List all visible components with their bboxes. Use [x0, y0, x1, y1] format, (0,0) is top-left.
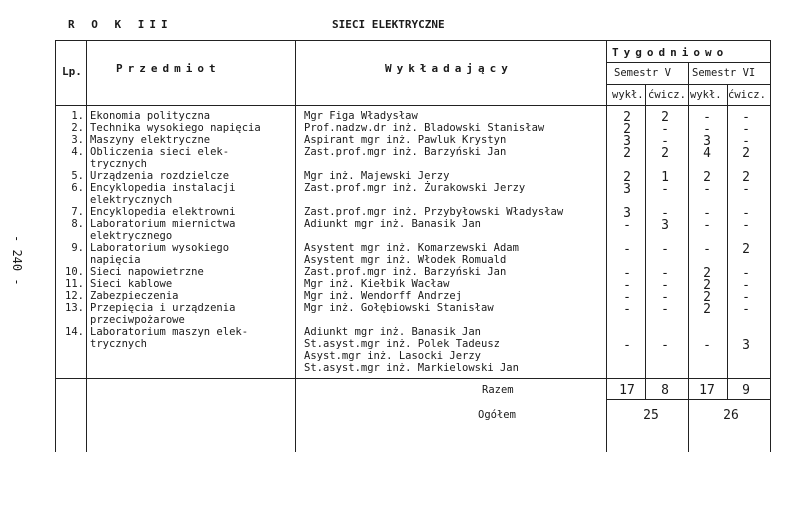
subject-name: elektrycznych: [90, 194, 173, 206]
column-header-weekly: Tygodniowo: [612, 46, 729, 59]
value-v-lect: -: [623, 338, 631, 353]
overall-vi: 26: [723, 408, 739, 423]
subject-name: Zabezpieczenia: [90, 290, 179, 302]
value-v-exer: -: [661, 206, 669, 221]
value-v-lect: 2: [623, 170, 631, 185]
value-vi-exer: 3: [742, 338, 750, 353]
value-v-exer: -: [661, 134, 669, 149]
value-v-exer: -: [661, 302, 669, 317]
lecturer-name: Mgr Figa Władysław: [304, 110, 418, 122]
value-v-lect: -: [623, 266, 631, 281]
lecturer-name: St.asyst.mgr inż. Polek Tadeusz: [304, 338, 500, 350]
value-v-lect: 3: [623, 206, 631, 221]
grid-line: [770, 40, 771, 452]
value-vi-lect: -: [703, 218, 711, 233]
value-v-exer: -: [661, 182, 669, 197]
value-v-exer: -: [661, 338, 669, 353]
lecturer-name: Zast.prof.mgr inż. Przybyłowski Władysław: [304, 206, 564, 218]
lecturer-name: St.asyst.mgr inż. Markielowski Jan: [304, 362, 519, 374]
value-vi-lect: 2: [703, 170, 711, 185]
row-number: 5.: [71, 170, 84, 182]
lecturer-name: Zast.prof.mgr inż. Żurakowski Jerzy: [304, 182, 526, 194]
column-header-vi-exer: ćwicz.: [728, 89, 766, 101]
document-title: SIECI ELEKTRYCZNE: [332, 18, 445, 31]
value-v-lect: -: [623, 278, 631, 293]
value-vi-lect: -: [703, 206, 711, 221]
subject-name: Sieci napowietrzne: [90, 266, 204, 278]
lecturer-name: Prof.nadzw.dr inż. Bladowski Stanisław: [304, 122, 545, 134]
subject-name: Urządzenia rozdzielcze: [90, 170, 230, 182]
row-number: 12.: [65, 290, 84, 302]
column-header-v-exer: ćwicz.: [648, 89, 686, 101]
value-vi-lect: 2: [703, 266, 711, 281]
lecturer-name: Asyst.mgr inż. Lasocki Jerzy: [304, 350, 482, 362]
subject-name: Technika wysokiego napięcia: [90, 122, 261, 134]
value-v-lect: -: [623, 302, 631, 317]
value-vi-exer: -: [742, 110, 750, 125]
value-vi-lect: 3: [703, 134, 711, 149]
row-number: 13.: [65, 302, 84, 314]
grid-line: [55, 105, 770, 106]
row-number: 2.: [71, 122, 84, 134]
grid-line: [295, 40, 296, 452]
value-v-lect: -: [623, 218, 631, 233]
totals-v-exer: 8: [661, 383, 669, 398]
value-v-lect: 2: [623, 122, 631, 137]
row-number: 11.: [65, 278, 84, 290]
value-v-lect: 3: [623, 182, 631, 197]
totals-label: Razem: [482, 384, 514, 396]
subject-name: Sieci kablowe: [90, 278, 173, 290]
subject-name: trycznych: [90, 338, 147, 350]
grid-line: [55, 378, 770, 379]
value-v-lect: -: [623, 290, 631, 305]
value-v-exer: -: [661, 242, 669, 257]
value-vi-exer: -: [742, 218, 750, 233]
value-vi-exer: -: [742, 278, 750, 293]
row-number: 10.: [65, 266, 84, 278]
value-vi-lect: 2: [703, 290, 711, 305]
year-heading: R O K III: [68, 18, 173, 31]
lecturer-name: Adiunkt mgr inż. Banasik Jan: [304, 326, 482, 338]
row-number: 9.: [71, 242, 84, 254]
value-v-exer: -: [661, 122, 669, 137]
grid-line: [55, 40, 770, 41]
value-v-lect: 3: [623, 134, 631, 149]
page-number: - 240 -: [10, 235, 24, 286]
grid-line: [688, 62, 689, 452]
value-v-exer: 2: [661, 110, 669, 125]
lecturer-name: Aspirant mgr inż. Pawluk Krystyn: [304, 134, 507, 146]
subject-name: elektrycznego: [90, 230, 173, 242]
value-vi-lect: -: [703, 242, 711, 257]
row-number: 8.: [71, 218, 84, 230]
totals-vi-lect: 17: [699, 383, 715, 398]
lecturer-name: Zast.prof.mgr inż. Barzyński Jan: [304, 266, 507, 278]
value-vi-exer: -: [742, 206, 750, 221]
subject-name: Ekonomia polityczna: [90, 110, 211, 122]
value-vi-exer: -: [742, 182, 750, 197]
value-vi-exer: -: [742, 122, 750, 137]
value-v-exer: -: [661, 278, 669, 293]
column-header-lp: Lp.: [62, 65, 82, 78]
row-number: 4.: [71, 146, 84, 158]
lecturer-name: Zast.prof.mgr inż. Barzyński Jan: [304, 146, 507, 158]
value-vi-exer: -: [742, 302, 750, 317]
value-vi-exer: -: [742, 266, 750, 281]
column-header-semester-vi: Semestr VI: [692, 67, 756, 79]
value-v-exer: 3: [661, 218, 669, 233]
value-v-lect: 2: [623, 110, 631, 125]
subject-name: Encyklopedia elektrowni: [90, 206, 236, 218]
column-header-v-lect: wykł.: [612, 89, 644, 101]
row-number: 7.: [71, 206, 84, 218]
lecturer-name: Mgr inż. Majewski Jerzy: [304, 170, 450, 182]
subject-name: Encyklopedia instalacji: [90, 182, 236, 194]
lecturer-name: Mgr inż. Gołębiowski Stanisław: [304, 302, 494, 314]
value-vi-lect: -: [703, 122, 711, 137]
grid-line: [645, 84, 646, 399]
grid-line: [86, 40, 87, 452]
subject-name: Maszyny elektryczne: [90, 134, 211, 146]
subject-name: Laboratorium wysokiego: [90, 242, 230, 254]
value-vi-lect: -: [703, 182, 711, 197]
grid-line: [55, 40, 56, 452]
grid-line: [727, 84, 728, 399]
value-vi-exer: -: [742, 134, 750, 149]
value-vi-lect: -: [703, 338, 711, 353]
row-number: 1.: [71, 110, 84, 122]
value-vi-lect: -: [703, 110, 711, 125]
subject-name: Laboratorium miernictwa: [90, 218, 236, 230]
subject-name: Obliczenia sieci elek-: [90, 146, 230, 158]
totals-vi-exer: 9: [742, 383, 750, 398]
subject-name: napięcia: [90, 254, 141, 266]
column-header-semester-v: Semestr V: [614, 67, 671, 79]
subject-name: trycznych: [90, 158, 147, 170]
value-v-exer: -: [661, 290, 669, 305]
overall-label: Ogółem: [478, 409, 516, 421]
subject-name: Przepięcia i urządzenia: [90, 302, 236, 314]
lecturer-name: Mgr inż. Kiełbik Wacław: [304, 278, 450, 290]
value-vi-exer: 2: [742, 242, 750, 257]
lecturer-name: Asystent mgr inż. Komarzewski Adam: [304, 242, 519, 254]
overall-v: 25: [643, 408, 659, 423]
row-number: 3.: [71, 134, 84, 146]
column-header-vi-lect: wykł.: [690, 89, 722, 101]
value-vi-lect: 2: [703, 278, 711, 293]
lecturer-name: Asystent mgr inż. Włodek Romuald: [304, 254, 507, 266]
subject-name: Laboratorium maszyn elek-: [90, 326, 249, 338]
value-vi-exer: -: [742, 290, 750, 305]
row-number: 6.: [71, 182, 84, 194]
value-v-exer: 2: [661, 146, 669, 161]
value-v-lect: 2: [623, 146, 631, 161]
column-header-subject: Przedmiot: [116, 62, 221, 75]
value-vi-exer: 2: [742, 146, 750, 161]
column-header-lecturers: Wykładający: [385, 62, 513, 75]
subject-name: przeciwpożarowe: [90, 314, 185, 326]
value-vi-lect: 2: [703, 302, 711, 317]
grid-line: [606, 40, 607, 452]
value-vi-exer: 2: [742, 170, 750, 185]
lecturer-name: Mgr inż. Wendorff Andrzej: [304, 290, 463, 302]
value-v-exer: 1: [661, 170, 669, 185]
value-v-exer: -: [661, 266, 669, 281]
lecturer-name: Adiunkt mgr inż. Banasik Jan: [304, 218, 482, 230]
value-vi-lect: 4: [703, 146, 711, 161]
row-number: 14.: [65, 326, 84, 338]
totals-v-lect: 17: [619, 383, 635, 398]
value-v-lect: -: [623, 242, 631, 257]
